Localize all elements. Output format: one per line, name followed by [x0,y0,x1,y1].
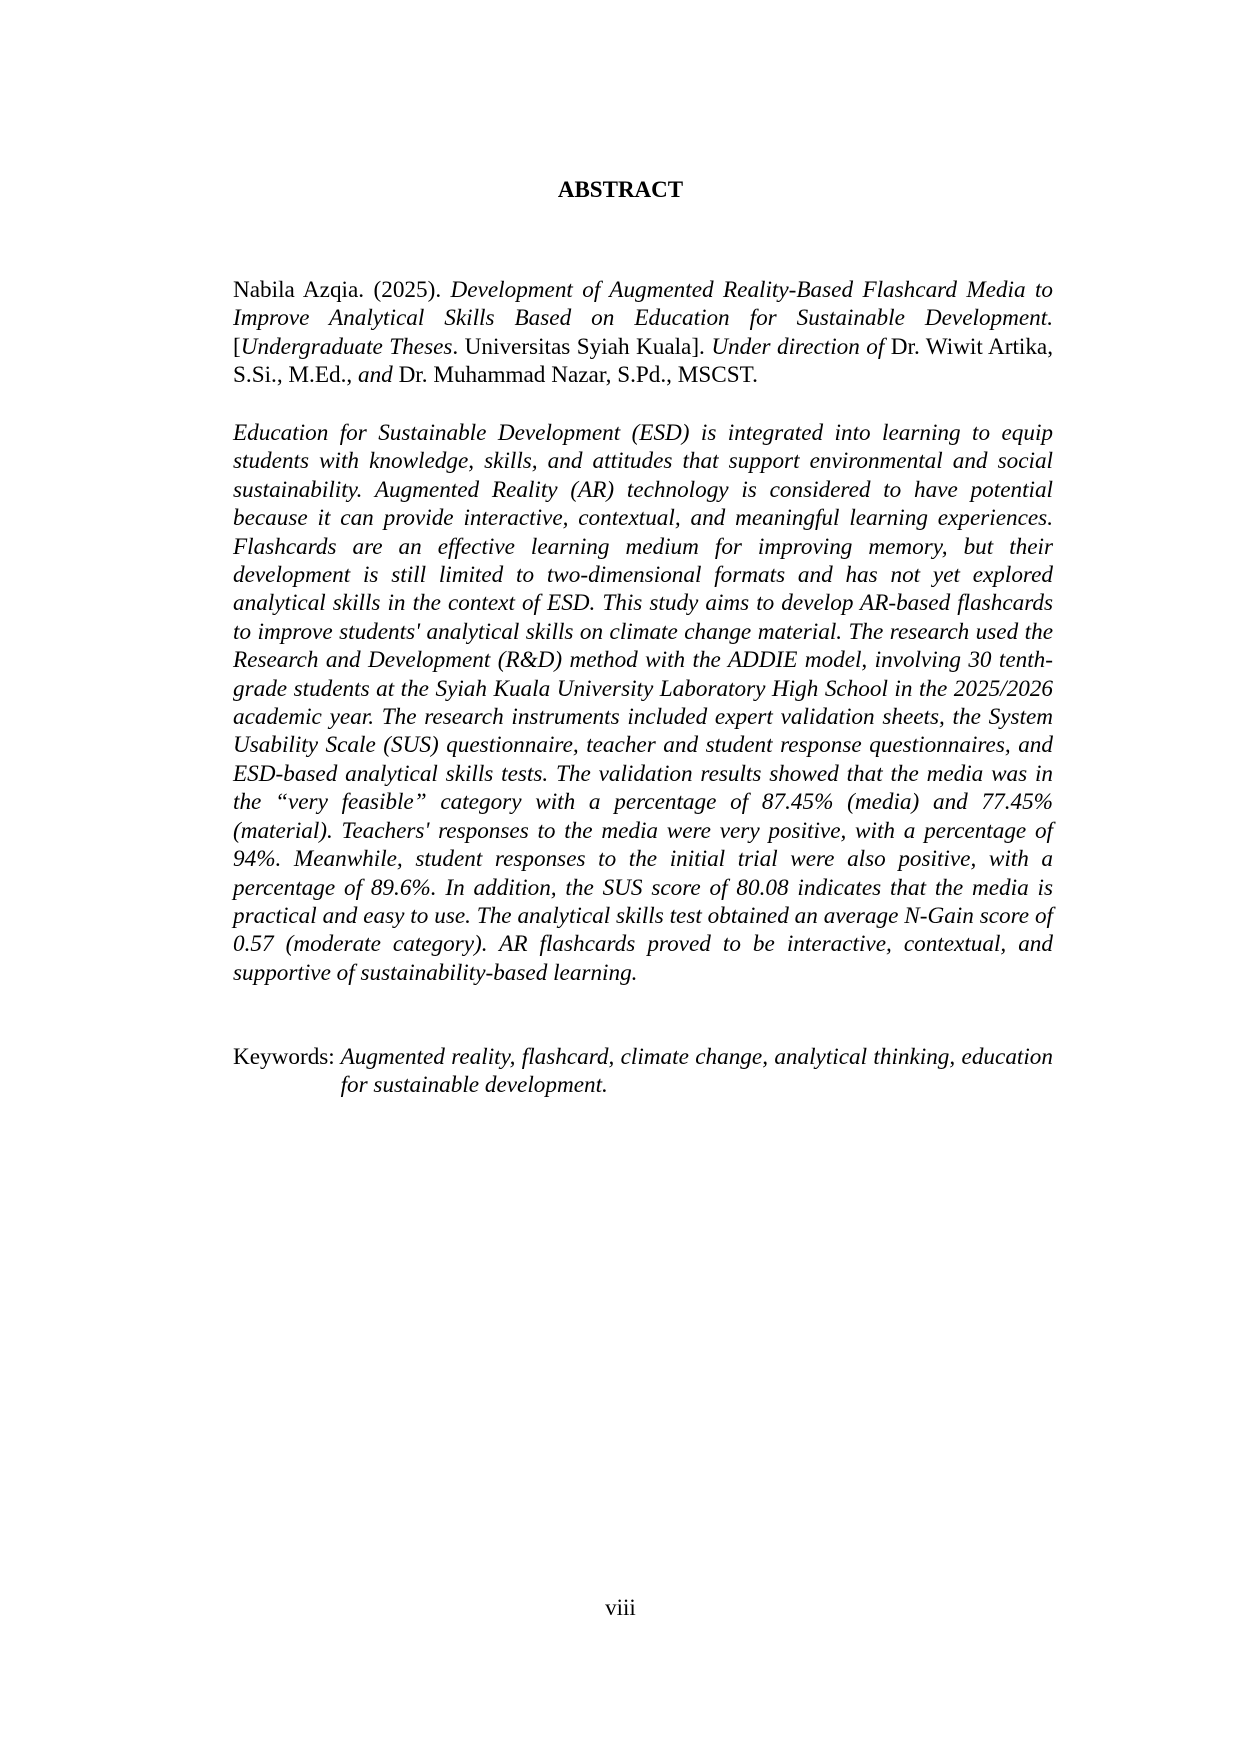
abstract-heading: ABSTRACT [557,177,684,202]
citation-supervisor-1: Dr. Wiwit Artika, S.Si., M.Ed., [233,333,1054,389]
citation-and-label: and [357,362,393,389]
keywords-text: Augmented reality, flashcard, climate change, analytical thinking, education for sustainable development. [340,1044,1053,1099]
citation-bracket-open: [ [233,333,241,360]
keywords-line [233,1043,1053,1100]
citation-direction-label: Under direction of [711,333,885,360]
abstract-body: Education for Sustainable Development (ESD) is integrated into learning to equip students with knowledge, skills, and attitudes that support environmental and social sustainability. Augmented Reality (AR) technology is considered to have potential because it can provide interactive, contextual, and meaningful learning experiences. Flashcards are an effective learning medium for improving memory, but their development is still limited to two-dimensional formats and has not yet explored analytical skills in the context of ESD. This study aims to develop AR-based flashcards to improve students' analytical skills on climate change material. The research used the Research and Development (R&D) method with the ADDIE model, involving 30 tenth-grade students at the Syiah Kuala University Laboratory High School in the 2025/2026 academic year. The research instruments included expert validation sheets, the System Usability Scale (SUS) questionnaire, teacher and student response questionnaires, and ESD-based analytical skills tests. The validation results showed that the media was in the “very feasible” category with a percentage of 87.45% (media) and 77.45% (material). Teachers' responses to the media were very positive, with a percentage of 94%. Meanwhile, student responses to the initial trial were also positive, with a percentage of 89.6%. In addition, the SUS score of 80.08 indicates that the media is practical and easy to use. The analytical skills test obtained an average N-Gain score of 0.57 (moderate category). AR flashcards proved to be interactive, contextual, and supportive of sustainability-based learning. [233,420,1053,986]
citation-title: Development of Augmented Reality-Based Flashcard Media to Improve Analytical Skills Based on Education for Sustainable Development. [233,277,1053,332]
keywords-label: Keywords: [233,1044,341,1070]
citation-thesis-type: Undergraduate Theses [240,333,453,360]
citation-supervisor-2: Dr. Muhammad Nazar, S.Pd., MSCST. [392,362,758,389]
citation-paragraph [233,276,1053,390]
page-number: viii [605,1595,636,1620]
citation-institution: . Universitas Syiah Kuala]. [452,333,712,360]
citation-author-year: Nabila Azqia. (2025). [233,277,451,303]
